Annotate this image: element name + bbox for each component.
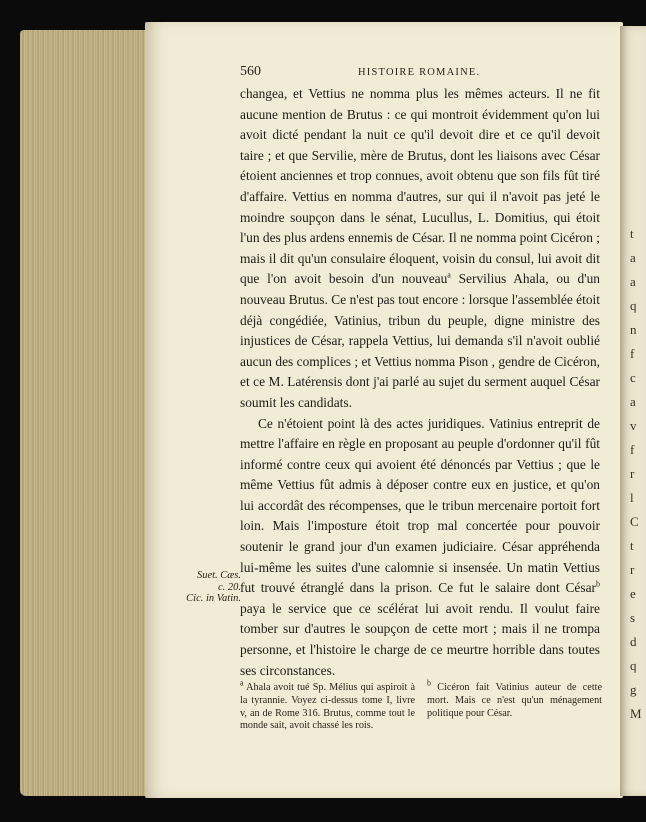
facing-page-letter: n [630, 322, 637, 337]
facing-page-letter: d [630, 634, 637, 649]
facing-page-letter: q [630, 658, 637, 673]
facing-page-letter: t [630, 538, 634, 553]
facing-page-letter: q [630, 298, 637, 313]
margin-citation: Suet. Cæs. c. 20. Cic. in Vatin. [186, 570, 241, 604]
book-page [145, 22, 623, 798]
footnotes [240, 678, 602, 733]
main-text [240, 84, 600, 681]
book-page-edges [20, 30, 152, 796]
footnote-ref-b: b [596, 579, 600, 589]
page-header [240, 64, 600, 82]
page-number: 560 [240, 64, 261, 79]
facing-page-letter: a [630, 250, 636, 265]
facing-page-letter: e [630, 586, 636, 601]
facing-page-letter: r [630, 466, 635, 481]
facing-page-letter: M [630, 706, 642, 721]
facing-page-letter: a [630, 274, 636, 289]
facing-page-letter: g [630, 682, 637, 697]
facing-page-letter: v [630, 418, 637, 433]
facing-page-letter: C [630, 514, 639, 529]
paragraph-1: changea, et Vettius ne nomma plus les mêmes acteurs. Il ne fit aucune mention de Brutus : ce qui montroit évidemment qu'on lui avoit dicté pendant la nuit ce qu'il devoit dire et ce qu'il devoit taire ; et que Servilie, mère de Brutus, dont les liaisons avec César étoient anciennes et trop connues, avoit obtenu que son fils fût tiré d'affaire. Vettius en nomma d'autres, sur qui il n'avoit pas jeté le moindre soupçon dans le sénat, Lucullus, L. Domitius, qui étoit l'un des plus ardens ennemis de César. Il ne nomma point Cicéron ; mais il dit qu'un consulaire éloquent, voisin du consul, lui avoit dit que l'on avoit besoin d'un nouveau$^a$ Servilius Ahala, ou d'un nouveau Brutus. Ce n'est pas tout encore : lorsque l'assemblée étoit déjà congédiée, Vatinius, tribun du peuple, digne ministre des injustices de César, rappela Vettius, lui demanda s'il n'avoit oublié aucun des complices ; et Vettius nomma Pison , gendre de Cicéron, et ce M. Latérensis dont j'ai parlé au sujet du serment auquel César soumit les candidats. [240, 86, 600, 410]
facing-page-letter: l [630, 490, 634, 505]
facing-page-letter: f [630, 442, 635, 457]
facing-page-letter: t [630, 226, 634, 241]
footnote-ref-a: a [447, 270, 451, 280]
facing-page-letter: a [630, 394, 636, 409]
running-title: HISTOIRE ROMAINE. [358, 67, 481, 78]
footnote-a: $^a$ Ahala avoit tué Sp. Mélius qui aspiroit à la tyrannie. Voyez ci-dessus tome I, livre v, an de Rome 316. Brutus, comme tout le monde sait, avoit chassé les rois. [240, 678, 415, 732]
facing-page-letter: f [630, 346, 635, 361]
facing-page-edge [620, 26, 646, 796]
facing-page-letter: s [630, 610, 636, 625]
facing-page-letter: c [630, 370, 636, 385]
footnote-b: $^b$ Cicéron fait Vatinius auteur de cette mort. Mais ce n'est qu'un ménagement politique pour César. [427, 678, 602, 719]
facing-page-letter: r [630, 562, 635, 577]
paragraph-2: Ce n'étoient point là des actes juridiques. Vatinius entreprit de mettre l'affaire en règle en proposant au peuple d'ordonner qu'il fût informé contre ceux qui avoient été dénoncés par Vettius ; que le même Vettius fût admis à déposer contre eux en justice, et qu'on lui accordât des récompenses, que le tribun mercenaire portoit fort loin. Mais l'imposture étoit trop mal concertée pour pouvoir soutenir le grand jour d'un examen judiciaire. César appréhenda lui-même les suites d'une calomnie si insensée. Un matin Vettius fut trouvé étranglé dans la prison. Ce fut le salaire dont César$^b$ paya le service que ce scélérat lui avoit rendu. Il voulut faire tomber sur d'autres le soupçon de cette mort ; mais il ne trompa personne, et l'histoire le charge de ce meurtre horrible dans toutes ses circonstances. [240, 415, 600, 678]
